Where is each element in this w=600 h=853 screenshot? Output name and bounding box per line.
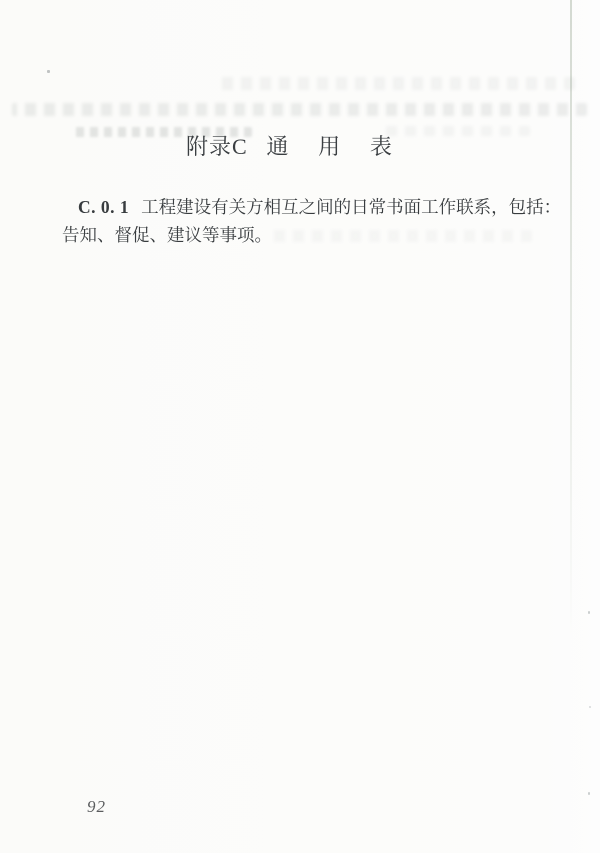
page-number: 92 [87,797,106,816]
clause-text-line2: 告知、督促、建议等事项。 [62,225,272,245]
paper-speck [589,706,591,708]
clause-c01 [62,193,562,249]
paper-speck [588,792,590,795]
paper-speck [588,611,590,614]
clause-line-1 [62,193,562,221]
bleed-through-text-artifact [12,103,587,116]
appendix-title-label: 附录C [186,134,248,159]
clause-line-2 [62,221,544,249]
appendix-title-name: 通 用 表 [266,134,404,159]
paper-speck [47,70,50,73]
bleed-through-text-artifact [215,77,575,90]
clause-number: C. 0. 1 [78,197,130,217]
appendix-title [0,134,590,160]
scan-edge-line [570,0,572,640]
clause-text-line1: 工程建设有关方相互之间的日常书面工作联系，包括： [141,197,562,217]
